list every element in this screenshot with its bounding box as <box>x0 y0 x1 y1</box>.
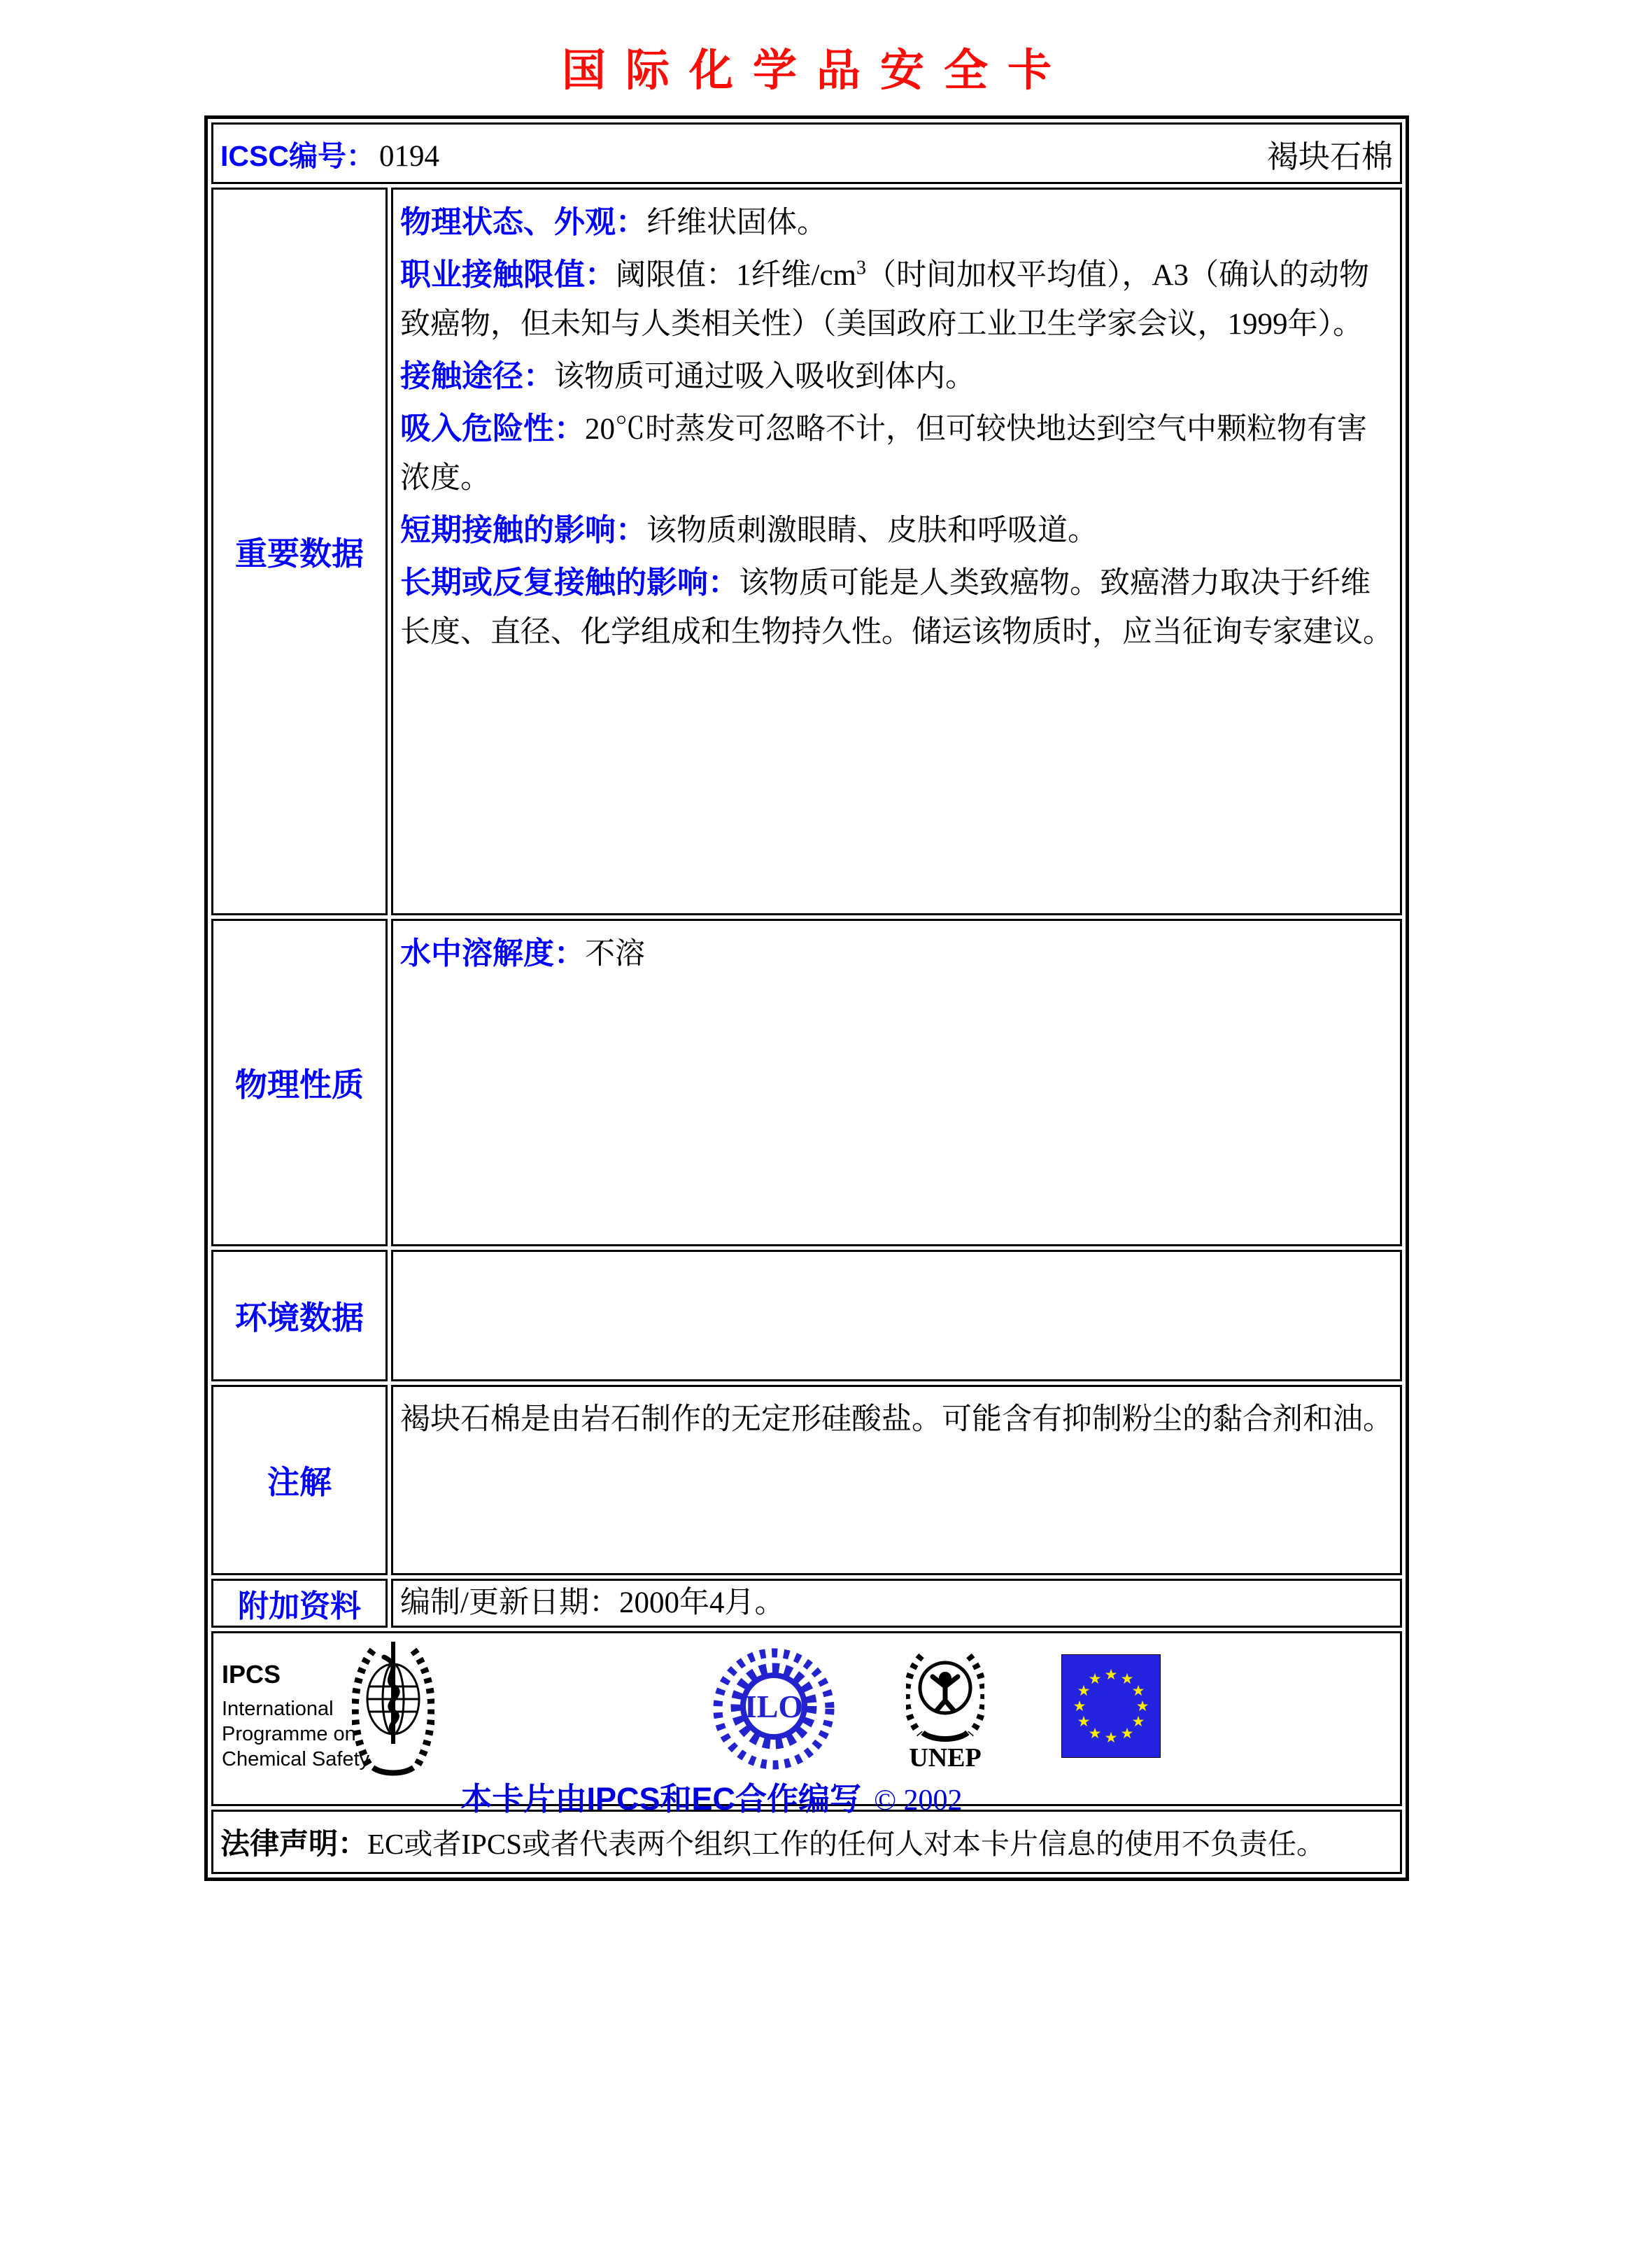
svg-text:★: ★ <box>1135 1698 1149 1714</box>
occupational-limits-item: 职业接触限值：阈限值：1纤维$/cm^3$（时间加权平均值），A3（确认的动物致癌物，但未知与人类相关性）（美国政府工业卫生学家会议，1999年）。 <box>400 257 1370 341</box>
who-logo-icon <box>352 1637 434 1777</box>
icsc-number-value: 0194 <box>378 139 439 173</box>
occupational-limits-label: 职业接触限值： <box>400 258 616 292</box>
legal-notice-label: 法律声明： <box>220 1827 368 1860</box>
water-solubility-label: 水中溶解度： <box>400 936 585 971</box>
short-term-effects-item: 短期接触的影响：该物质刺激眼睛、皮肤和呼吸道。 <box>400 513 1098 547</box>
svg-text:★: ★ <box>1104 1666 1118 1683</box>
page-title: 国际化学品安全卡 <box>562 46 1071 95</box>
additional-info-row <box>211 1579 1402 1628</box>
important-data-row-label: 重要数据 <box>211 188 388 915</box>
logos-cell <box>211 1631 1402 1817</box>
legal-notice-text: EC或者IPCS或者代表两个组织工作的任何人对本卡片信息的使用不负责任。 <box>367 1828 1326 1860</box>
inhalation-risk-label: 吸入危险性： <box>400 411 585 446</box>
exposure-routes-label: 接触途径： <box>400 359 554 393</box>
environmental-data-row-label: 环境数据 <box>211 1250 388 1381</box>
legal-cell <box>211 1810 1402 1874</box>
long-term-effects-item: 长期或反复接触的影响：该物质可能是人类致癌物。致癌潜力取决于纤维长度、直径、化学组成和生物持久性。储运该物质时，应当征询专家建议。 <box>400 565 1393 649</box>
svg-text:★: ★ <box>1088 1670 1102 1687</box>
eu-flag-icon <box>1061 1654 1161 1758</box>
additional-info-row-label: 附加资料 <box>211 1579 388 1628</box>
important-data-row <box>211 188 1402 915</box>
chemical-name: 褐块石棉 <box>1266 139 1393 174</box>
icsc-card <box>204 35 1409 1881</box>
svg-text:★: ★ <box>1120 1725 1134 1742</box>
water-solubility-item: 水中溶解度：不溶 <box>400 936 645 971</box>
physical-properties-content <box>391 919 1402 1246</box>
copyright-year: © 2002 <box>874 1784 963 1817</box>
physical-properties-row <box>211 919 1402 1246</box>
notes-row <box>211 1385 1402 1575</box>
notes-row-label: 注解 <box>211 1385 388 1575</box>
physical-state-item: 物理状态、外观：纤维状固体。 <box>400 205 827 239</box>
important-data-content <box>391 188 1402 915</box>
notes-content <box>391 1385 1402 1575</box>
superscript-3: 3 <box>856 257 866 279</box>
physical-state-label: 物理状态、外观： <box>400 205 646 239</box>
icsc-number-label: ICSC编号： <box>220 139 375 172</box>
ipcs-acronym: IPCS <box>222 1660 281 1689</box>
header-row <box>211 122 1402 184</box>
copyright-text: 本卡片由IPCS和EC合作编写 <box>460 1781 862 1817</box>
header-cell <box>211 122 1402 184</box>
logos-row <box>211 1631 1402 1806</box>
svg-text:★: ★ <box>1088 1725 1102 1742</box>
icsc-number-group <box>220 133 439 174</box>
unep-logo-text: UNEP <box>909 1743 982 1773</box>
svg-text:★: ★ <box>1131 1682 1145 1699</box>
card-table <box>204 115 1409 1881</box>
ilo-logo-text: ILO <box>744 1689 804 1724</box>
physical-properties-row-label: 物理性质 <box>211 919 388 1246</box>
notes-text: 褐块石棉是由岩石制作的无定形硅酸盐。可能含有抑制粉尘的黏合剂和油。 <box>400 1403 1393 1436</box>
exposure-routes-item: 接触途径：该物质可通过吸入吸收到体内。 <box>400 359 975 393</box>
svg-text:★: ★ <box>1131 1713 1145 1730</box>
long-term-effects-label: 长期或反复接触的影响： <box>400 565 739 600</box>
svg-text:★: ★ <box>1120 1670 1134 1687</box>
unep-logo-icon <box>906 1643 984 1773</box>
ipcs-text-block: IPCS International Programme on Chemical Safety <box>222 1660 370 1770</box>
environmental-data-row <box>211 1250 1402 1381</box>
ilo-logo-icon <box>707 1647 840 1770</box>
update-date-label: 编制/更新日期： <box>400 1586 619 1619</box>
environmental-data-content <box>391 1250 1402 1381</box>
svg-text:★: ★ <box>1104 1729 1118 1746</box>
legal-row <box>211 1810 1402 1874</box>
additional-info-content <box>391 1579 1402 1628</box>
svg-text:★: ★ <box>1073 1698 1087 1714</box>
svg-text:★: ★ <box>1077 1682 1091 1699</box>
short-term-effects-label: 短期接触的影响： <box>400 513 646 547</box>
svg-text:★: ★ <box>1077 1713 1091 1730</box>
update-date-value: 2000年4月。 <box>618 1586 785 1619</box>
inhalation-risk-item: 吸入危险性：20℃时蒸发可忽略不计，但可较快地达到空气中颗粒物有害浓度。 <box>400 411 1367 495</box>
copyright-line <box>461 1773 963 1819</box>
